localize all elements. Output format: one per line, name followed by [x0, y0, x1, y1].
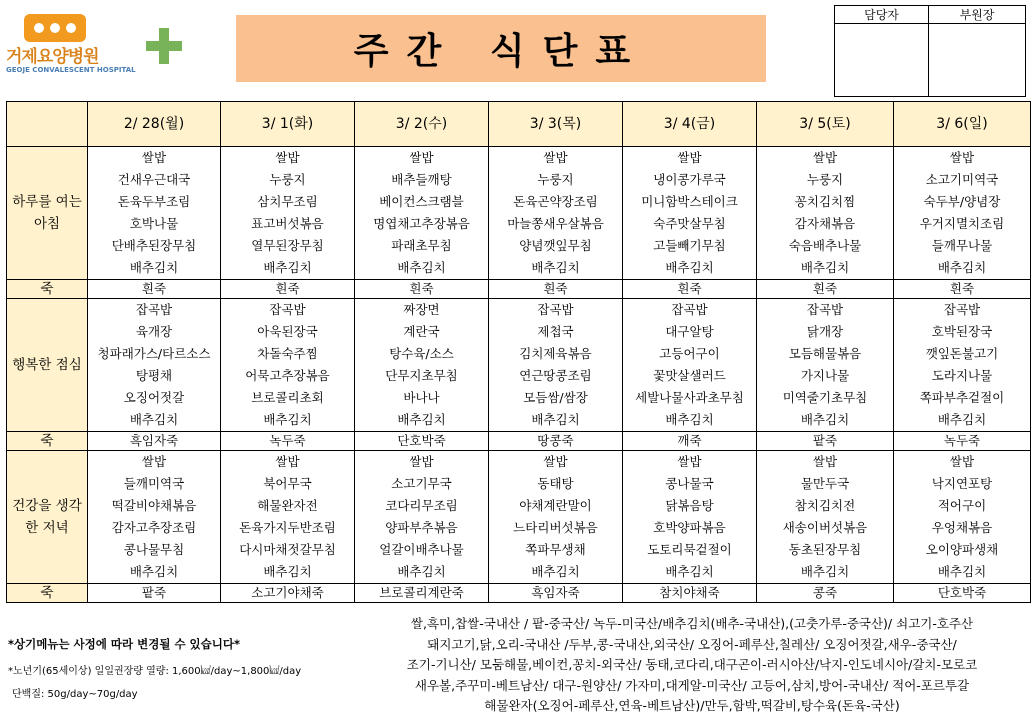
menu-item: 소고기무국 — [391, 476, 452, 491]
menu-item: 숙주맛살무침 — [653, 216, 726, 231]
menu-item: 배추김치 — [531, 412, 580, 427]
afternoon-porridge-day-cell: 팥죽 — [757, 432, 894, 451]
menu-item: 느타리버섯볶음 — [513, 520, 598, 535]
menu-item: 감자고추장조림 — [111, 520, 197, 535]
afternoon-porridge-row — [7, 432, 1031, 451]
lunch-day-cell — [623, 299, 757, 432]
breakfast-day-cell — [355, 147, 489, 280]
origin-line: 쌀,흑미,찹쌀-국내산 / 팥-중국산/ 녹두-미국산/배추김치(배추-국내산),(고춧가루-중국산)/ 쇠고기-호주산 — [410, 616, 974, 631]
menu-item: 배추김치 — [937, 412, 987, 427]
menu-item: 호박나물 — [129, 216, 179, 231]
lunch-day-cell — [757, 299, 894, 432]
lunch-row — [7, 299, 1031, 432]
hospital-logo — [6, 10, 182, 76]
menu-item: 낙지연포탕 — [931, 476, 993, 491]
approval-manager-label: 담당자 — [835, 6, 929, 24]
menu-item: 김치제육볶음 — [519, 346, 592, 361]
morning-porridge-day-cell: 흰죽 — [894, 280, 1031, 299]
breakfast-day-cell — [489, 147, 623, 280]
menu-item: 탕평채 — [135, 368, 173, 383]
hospital-name-english: GEOJE CONVALESCENT HOSPITAL — [6, 66, 136, 74]
menu-item: 콩나물국 — [665, 476, 714, 491]
menu-item: 배추김치 — [531, 564, 580, 579]
lunch-day-cell — [221, 299, 355, 432]
weekly-menu-table — [6, 101, 1031, 603]
menu-item: 양파부추볶음 — [385, 520, 458, 535]
menu-item: 쌀밥 — [141, 150, 167, 165]
menu-item: 쌀밥 — [812, 454, 838, 469]
menu-item: 쪽파부추겉절이 — [919, 390, 1005, 405]
menu-item: 도라지나물 — [931, 368, 993, 383]
menu-item: 호박양파볶음 — [653, 520, 726, 535]
menu-item: 마늘쫑새우살볶음 — [507, 216, 604, 231]
menu-item: 동초된장무침 — [788, 542, 862, 557]
menu-item: 고들빼기무침 — [653, 238, 726, 253]
lunch-day-cell — [894, 299, 1031, 432]
menu-item: 배추김치 — [665, 260, 714, 275]
morning-porridge-day-cell: 흰죽 — [88, 280, 221, 299]
afternoon-porridge-day-cell: 흑임자죽 — [88, 432, 221, 451]
approval-box — [834, 5, 1026, 97]
morning-porridge-day-cell: 흰죽 — [489, 280, 623, 299]
date-header: 3/ 3(목) — [489, 102, 623, 147]
page-title: 주간 식단표 — [353, 31, 649, 72]
menu-item: 명엽채고추장볶음 — [373, 216, 470, 231]
breakfast-day-cell — [623, 147, 757, 280]
menu-item: 닭볶음탕 — [665, 498, 714, 513]
menu-item: 미니함박스테이크 — [641, 194, 738, 209]
menu-item: 배추김치 — [397, 564, 446, 579]
menu-item: 잡곡밥 — [135, 302, 173, 317]
menu-item: 우거지멸치조림 — [919, 216, 1005, 231]
menu-item: 잡곡밥 — [671, 302, 708, 317]
medical-cross-icon — [146, 28, 182, 64]
evening-porridge-day-cell: 브로콜리계란죽 — [355, 584, 489, 603]
approval-deputy-label: 부원장 — [929, 6, 1026, 24]
menu-item: 탕수육/소스 — [389, 346, 454, 361]
menu-item: 배추김치 — [531, 260, 580, 275]
menu-item: 도토리묵겉절이 — [647, 542, 732, 557]
menu-item: 미역줄기초무침 — [782, 390, 868, 405]
morning-porridge-day-cell: 흰죽 — [355, 280, 489, 299]
menu-item: 잡곡밥 — [806, 302, 844, 317]
energy-recommendation: *노년기(65세이상) 일일권장량 열량: 1,600㎉/day~1,800㎉/day — [8, 666, 302, 677]
approval-manager-sign — [835, 24, 929, 97]
menu-item: 쌀밥 — [949, 454, 975, 469]
menu-item: 잡곡밥 — [269, 302, 306, 317]
menu-item: 오이양파생채 — [925, 542, 999, 557]
evening-porridge-label: 죽 — [7, 584, 88, 603]
menu-item: 북어무국 — [263, 476, 312, 491]
menu-item: 쌀밥 — [409, 454, 434, 469]
dinner-day-cell — [88, 451, 221, 584]
dinner-day-cell — [355, 451, 489, 584]
menu-item: 단배추된장무침 — [111, 238, 197, 253]
afternoon-porridge-day-cell: 녹두죽 — [894, 432, 1031, 451]
menu-item: 소고기미역국 — [925, 172, 999, 187]
menu-item: 배추김치 — [800, 412, 850, 427]
protein-recommendation: 단백질: 50g/day~70g/day — [12, 689, 138, 700]
menu-item: 단무지초무침 — [385, 368, 458, 383]
morning-porridge-day-cell: 흰죽 — [757, 280, 894, 299]
afternoon-porridge-day-cell: 땅콩죽 — [489, 432, 623, 451]
menu-item: 가지나물 — [800, 368, 850, 383]
breakfast-day-cell — [757, 147, 894, 280]
afternoon-porridge-label: 죽 — [7, 432, 88, 451]
menu-item: 양념깻잎무침 — [519, 238, 592, 253]
morning-porridge-day-cell: 흰죽 — [221, 280, 355, 299]
date-header: 2/ 28(월) — [88, 102, 221, 147]
menu-item: 해물완자전 — [257, 498, 318, 513]
menu-item: 배추김치 — [129, 412, 179, 427]
menu-change-notice: *상기메뉴는 사정에 따라 변경될 수 있습니다* — [8, 637, 241, 651]
menu-item: 숙두부/양념장 — [923, 194, 1001, 209]
header-corner — [7, 102, 88, 147]
menu-item: 적어구이 — [937, 498, 987, 513]
menu-item: 꽁치김치찜 — [794, 194, 856, 209]
morning-porridge-label: 죽 — [7, 280, 88, 299]
menu-item: 쌀밥 — [677, 454, 702, 469]
origin-line: 돼지고기,닭,오리-국내산 /두부,콩-국내산,외국산/ 오징어-페루산,칠레산/ 오징어젓갈,새우-중국산/ — [427, 636, 957, 652]
menu-item: 잡곡밥 — [943, 302, 981, 317]
menu-item: 배추김치 — [263, 564, 312, 579]
date-header: 3/ 5(토) — [757, 102, 894, 147]
origin-line: 새우볼,주꾸미-베트남산/ 대구-원양산/ 가자미,대게알-미국산/ 고등어,삼치,방어-국내산/ 적어-포르투갈 — [414, 677, 970, 693]
morning-porridge-row — [7, 280, 1031, 299]
menu-item: 어묵고추장볶음 — [245, 368, 330, 383]
menu-item: 쪽파무생채 — [525, 542, 586, 557]
menu-item: 야채계란말이 — [519, 498, 592, 513]
menu-item: 떡갈비야채볶음 — [111, 498, 197, 513]
menu-item: 누룽지 — [806, 172, 844, 187]
menu-item: 호박된장국 — [931, 324, 993, 339]
breakfast-day-cell — [894, 147, 1031, 280]
date-header-row — [7, 102, 1031, 147]
origin-line: 해물완자(오징어-페루산,연육-베트남산)/만두,함박,떡갈비,탕수육(돈육-국산) — [484, 698, 900, 713]
menu-item: 배추들깨탕 — [391, 172, 452, 187]
dinner-day-cell — [221, 451, 355, 584]
dinner-day-cell — [489, 451, 623, 584]
menu-item: 들깨무나물 — [931, 238, 993, 253]
menu-item: 물만두국 — [800, 476, 850, 491]
menu-item: 누룽지 — [269, 172, 306, 187]
menu-item: 쌀밥 — [677, 150, 702, 165]
origin-info — [352, 614, 1032, 717]
lunch-day-cell — [88, 299, 221, 432]
dinner-day-cell — [757, 451, 894, 584]
menu-item: 고등어구이 — [659, 346, 720, 361]
menu-item: 짜장면 — [403, 302, 440, 317]
evening-porridge-day-cell: 소고기야채죽 — [221, 584, 355, 603]
menu-item: 참치김치전 — [794, 498, 856, 513]
menu-item: 대구알탕 — [665, 324, 714, 339]
menu-item: 우엉채볶음 — [931, 520, 993, 535]
menu-item: 콩나물무침 — [123, 542, 185, 557]
menu-item: 숙음배추나물 — [788, 238, 862, 253]
menu-item: 열무된장무침 — [251, 238, 324, 253]
evening-porridge-day-cell: 단호박죽 — [894, 584, 1031, 603]
menu-item: 쌀밥 — [949, 150, 975, 165]
menu-item: 감자채볶음 — [794, 216, 856, 231]
menu-item: 아욱된장국 — [257, 324, 318, 339]
menu-item: 쌀밥 — [141, 454, 167, 469]
menu-item: 육개장 — [135, 324, 173, 339]
breakfast-day-cell — [221, 147, 355, 280]
date-header: 3/ 6(일) — [894, 102, 1031, 147]
morning-porridge-day-cell: 흰죽 — [623, 280, 757, 299]
menu-item: 쌀밥 — [409, 150, 434, 165]
menu-item: 배추김치 — [665, 564, 714, 579]
menu-item: 다시마채젓갈무침 — [239, 542, 336, 557]
dinner-day-cell — [894, 451, 1031, 584]
menu-item: 쌀밥 — [812, 150, 838, 165]
afternoon-porridge-day-cell: 깨죽 — [623, 432, 757, 451]
menu-item: 브로콜리초회 — [251, 390, 324, 405]
menu-item: 배추김치 — [800, 564, 850, 579]
menu-item: 돈육곤약장조림 — [513, 194, 598, 209]
breakfast-row — [7, 147, 1031, 280]
menu-item: 동태탕 — [537, 476, 574, 491]
menu-item: 배추김치 — [800, 260, 850, 275]
breakfast-day-cell — [88, 147, 221, 280]
menu-item: 들깨미역국 — [123, 476, 185, 491]
lunch-day-cell — [355, 299, 489, 432]
date-header: 3/ 1(화) — [221, 102, 355, 147]
menu-item: 돈육두부조림 — [117, 194, 191, 209]
menu-item: 연근땅콩조림 — [519, 368, 592, 383]
menu-item: 배추김치 — [129, 564, 179, 579]
breakfast-label: 하루를 여는 아침 — [7, 147, 88, 280]
menu-item: 배추김치 — [397, 260, 446, 275]
menu-item: 모듬쌈/쌈장 — [523, 390, 588, 405]
menu-item: 깻잎돈불고기 — [925, 346, 999, 361]
evening-porridge-day-cell: 팥죽 — [88, 584, 221, 603]
origin-line: 조기-기니산/ 모둠해물,베이컨,꽁치-외국산/ 동태,코다리,대구곤이-러시아산/낙지-인도네시아/갈치-모로코 — [406, 657, 978, 672]
menu-item: 코다리무조림 — [385, 498, 458, 513]
dinner-row — [7, 451, 1031, 584]
menu-item: 쌀밥 — [543, 150, 568, 165]
date-header: 3/ 2(수) — [355, 102, 489, 147]
menu-item: 계란국 — [403, 324, 440, 339]
afternoon-porridge-day-cell: 녹두죽 — [221, 432, 355, 451]
hospital-name: 거제요양병원 — [6, 47, 99, 67]
evening-porridge-row — [7, 584, 1031, 603]
menu-item: 누룽지 — [537, 172, 574, 187]
menu-item: 얼갈이배추나물 — [379, 542, 464, 557]
menu-item: 배추김치 — [665, 412, 714, 427]
logo-badge-icon — [24, 14, 86, 42]
notes — [8, 636, 348, 700]
menu-item: 잡곡밥 — [537, 302, 574, 317]
menu-item: 배추김치 — [397, 412, 446, 427]
page-title-box — [236, 15, 766, 82]
menu-item: 표고버섯볶음 — [251, 216, 324, 231]
evening-porridge-day-cell: 참치야채죽 — [623, 584, 757, 603]
approval-deputy-sign — [929, 24, 1026, 97]
menu-item: 쌀밥 — [275, 150, 300, 165]
dinner-day-cell — [623, 451, 757, 584]
dinner-label: 건강을 생각한 저녁 — [7, 451, 88, 584]
menu-item: 삼치무조림 — [257, 194, 318, 209]
lunch-day-cell — [489, 299, 623, 432]
menu-item: 세발나물사과초무침 — [635, 390, 744, 405]
menu-item: 꽃맛살샐러드 — [653, 368, 726, 383]
lunch-label: 행복한 점심 — [7, 299, 88, 432]
menu-item: 오징어젓갈 — [123, 390, 185, 405]
menu-item: 베이컨스크램블 — [379, 194, 464, 209]
menu-item: 배추김치 — [129, 260, 179, 275]
menu-item: 쌀밥 — [275, 454, 300, 469]
menu-item: 쌀밥 — [543, 454, 568, 469]
menu-item: 닭개장 — [806, 324, 844, 339]
menu-item: 배추김치 — [937, 564, 987, 579]
date-header: 3/ 4(금) — [623, 102, 757, 147]
menu-item: 파래초무침 — [391, 238, 452, 253]
menu-item: 바나나 — [403, 390, 440, 405]
menu-item: 돈육가지두반조림 — [239, 520, 336, 535]
afternoon-porridge-day-cell: 단호박죽 — [355, 432, 489, 451]
menu-item: 배추김치 — [937, 260, 987, 275]
menu-item: 제첩국 — [537, 324, 574, 339]
menu-item: 모듬해물볶음 — [788, 346, 862, 361]
menu-item: 배추김치 — [263, 260, 312, 275]
evening-porridge-day-cell: 흑임자죽 — [489, 584, 623, 603]
menu-item: 냉이콩가루국 — [653, 172, 726, 187]
evening-porridge-day-cell: 콩죽 — [757, 584, 894, 603]
menu-item: 건새우근대국 — [117, 172, 191, 187]
menu-item: 새송이버섯볶음 — [782, 520, 868, 535]
menu-item: 배추김치 — [263, 412, 312, 427]
menu-item: 차돌숙주찜 — [257, 346, 318, 361]
menu-item: 청파래가스/타르소스 — [97, 346, 211, 361]
